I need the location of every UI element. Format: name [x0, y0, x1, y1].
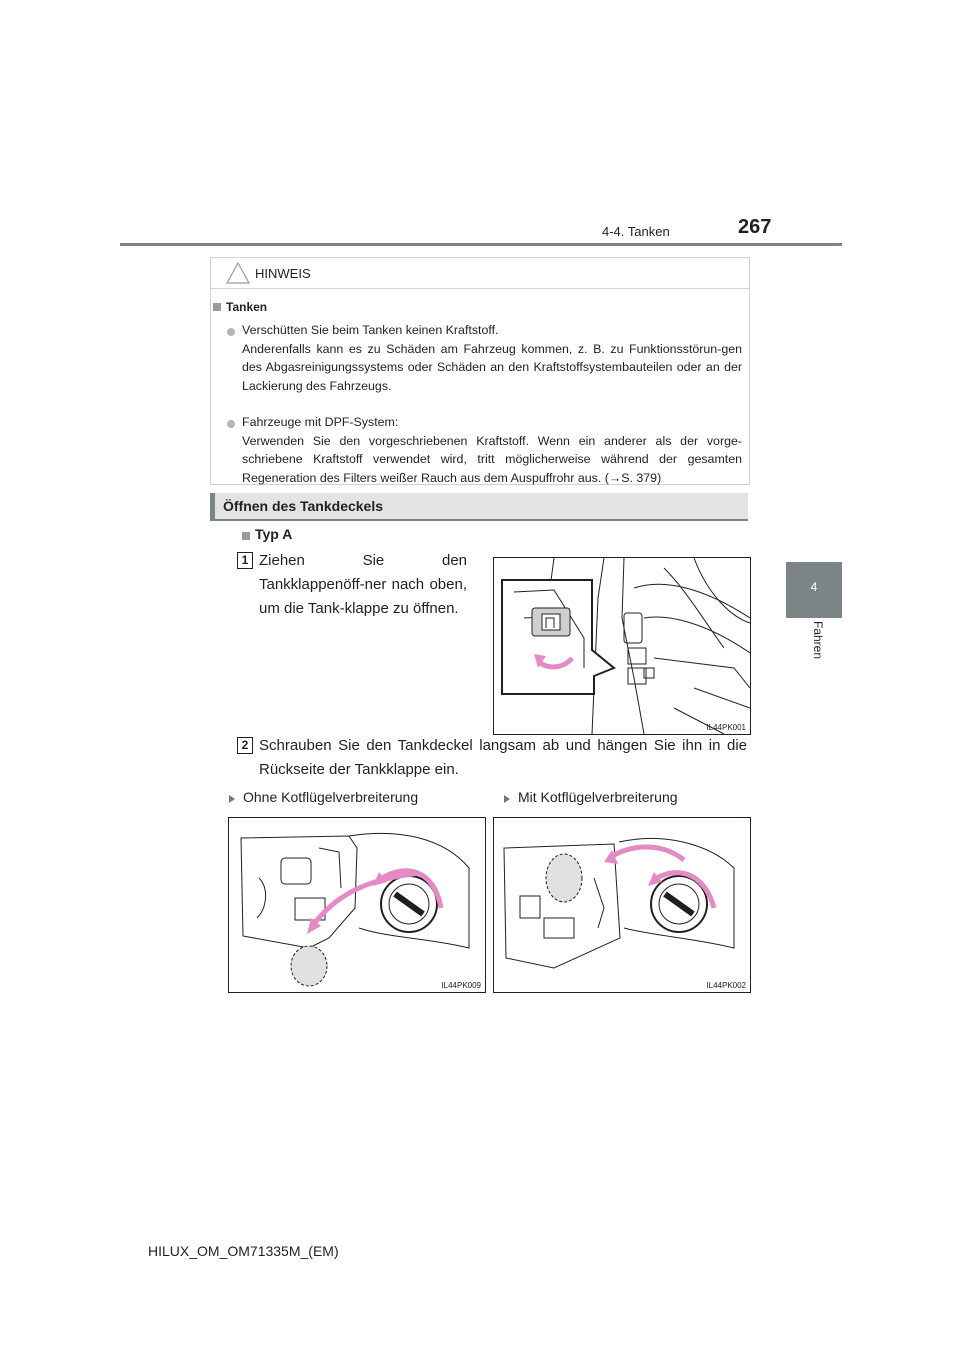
document-code-footer: HILUX_OM_OM71335M_(EM): [148, 1243, 339, 1259]
section-title: 4-4. Tanken: [602, 224, 670, 239]
notice-box: [210, 257, 750, 485]
triangle-bullet-icon: [504, 795, 510, 803]
page-number: 267: [738, 216, 772, 238]
section-marker-icon: [213, 303, 221, 311]
warning-icon: [226, 262, 250, 284]
type-label: Typ A: [255, 526, 293, 542]
type-marker-icon: [242, 532, 250, 540]
notice-item-lead: Verschütten Sie beim Tanken keinen Kraftstoff.: [242, 323, 499, 337]
bullet-icon: [227, 420, 235, 428]
notice-item-lead: Fahrzeuge mit DPF-System:: [242, 415, 399, 429]
fuel-door-drawing: [494, 818, 750, 992]
step-number: 2: [237, 737, 253, 754]
chapter-number: 4: [810, 580, 818, 594]
notice-section-title: Tanken: [226, 300, 268, 314]
figure-code: IL44PK002: [706, 981, 746, 990]
chapter-label: Fahren: [811, 620, 825, 660]
triangle-bullet-icon: [229, 795, 235, 803]
notice-title: HINWEIS: [255, 266, 311, 281]
header-rule: [120, 243, 842, 246]
fuel-door-drawing: [229, 818, 485, 992]
notice-item-text: Anderenfalls kann es zu Schäden am Fahrzeug kommen, z. B. zu Funktionsstörun-gen des Abgasreinigungssystems oder Schäden an den Kraftstoffsystembauteilen oder an der Lackierung des Fahrzeugs.: [242, 341, 742, 393]
step-number: 1: [237, 552, 253, 569]
bullet-icon: [227, 328, 235, 336]
section-heading-text: Öffnen des Tankdeckels: [223, 498, 384, 514]
notice-item-text: Verwenden Sie den vorgeschriebenen Kraftstoff. Wenn ein anderer als der vorge-schriebene Kraftstoff verwendet wird, tritt möglicherweise während der gesamten Regeneration des Filters weißer Rauch aus dem Auspuffrohr aus. (→S. 379): [242, 433, 742, 485]
fuel-cap-without-flare-illustration: [228, 817, 486, 993]
variant-label: Ohne Kotflügelverbreiterung: [243, 789, 419, 805]
figure-code: IL44PK001: [706, 723, 746, 732]
variant-label: Mit Kotflügelverbreiterung: [518, 789, 678, 805]
fuel-door-opener-illustration: [493, 557, 751, 735]
section-heading: [210, 493, 748, 521]
step-text: Ziehen Sie den Tankklappenöff-ner nach oben, um die Tank-klappe zu öffnen.: [259, 552, 467, 617]
step-text: Schrauben Sie den Tankdeckel langsam ab und hängen Sie ihn in die Rückseite der Tankklappe ein.: [259, 737, 747, 778]
fuel-cap-with-flare-illustration: [493, 817, 751, 993]
figure-code: IL44PK009: [441, 981, 481, 990]
heading-accent: [210, 493, 215, 521]
dashboard-drawing: [494, 558, 750, 734]
notice-header: [211, 258, 749, 289]
notice-item: [242, 321, 742, 395]
notice-item: [242, 413, 742, 487]
